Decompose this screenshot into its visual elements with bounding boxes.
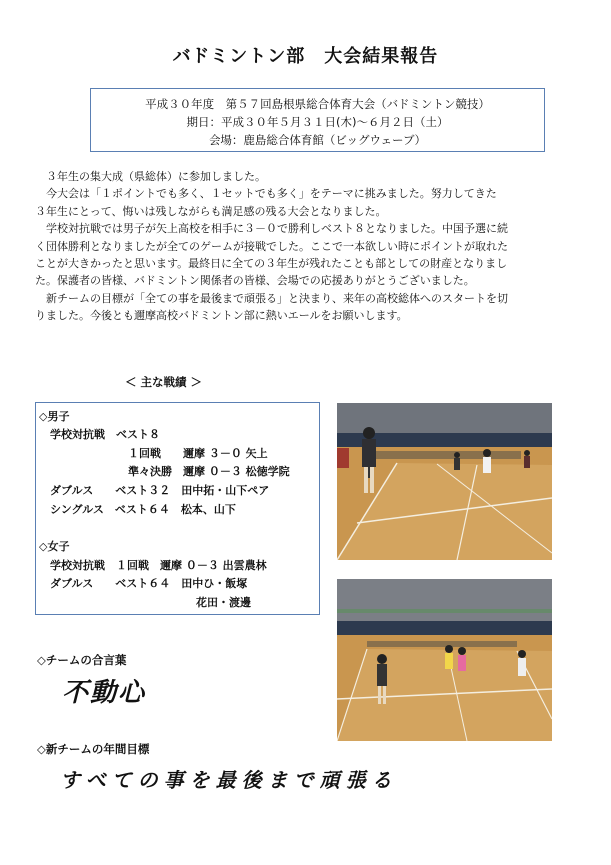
body-line: りました。今後とも邇摩高校バドミントン部に熱いエールをお願いします。 xyxy=(35,309,408,323)
body-line: 今大会は「１ポイントでも多く、１セットでも多く」をテーマに挑みました。努力してきた xyxy=(35,187,497,201)
match-photo-2 xyxy=(337,579,552,741)
boys-round1: １回戦 邇摩 ３－０ 矢上 xyxy=(128,447,268,460)
body-line: た。保護者の皆様、バドミントン関係者の皆様、会場での応援ありがとうございました。 xyxy=(35,274,475,288)
boys-singles: シングルス ベスト６４ 松本、山下 xyxy=(50,503,236,516)
event-name: 平成３０年度 第５７回島根県総合体育大会（バドミントン競技） xyxy=(145,97,490,111)
girls-team-result: 学校対抗戦 １回戦 邇摩 ０－３ 出雲農林 xyxy=(50,559,267,572)
page-title: バドミントン部 大会結果報告 xyxy=(172,46,439,67)
girls-doubles: ダブルス ベスト６４ 田中ひ・飯塚 xyxy=(50,577,248,590)
body-line: ことが大きかったと思います。最終日に全ての３年生が残れたことも部としての財産となりまし xyxy=(35,257,508,271)
match-photo-1 xyxy=(337,403,552,560)
body-line: ３年生の集大成（県総体）に参加しました。 xyxy=(35,170,266,183)
girls-doubles-pair2: 花田・渡邊 xyxy=(196,596,251,609)
event-venue: 会場：鹿島総合体育館（ビッグウェーブ） xyxy=(208,133,427,147)
event-dates: 期日：平成３０年５月３１日(木)～６月２日（土） xyxy=(186,115,449,129)
team-words-heading: ◇チームの合言葉 xyxy=(37,653,127,667)
results-box xyxy=(35,402,320,615)
report-body xyxy=(35,168,580,325)
body-line: 新チームの目標が「全ての事を最後まで頑張る」と決まり、来年の高校総体へのスタートを切 xyxy=(35,291,508,305)
boys-heading: ◇男子 xyxy=(39,410,70,423)
boys-quarterfinal: 準々決勝 邇摩 ０－３ 松徳学院 xyxy=(128,465,290,478)
annual-goal: すべての事を最後まで頑張る xyxy=(60,768,398,792)
girls-heading: ◇女子 xyxy=(39,540,70,553)
boys-team-result: 学校対抗戦 ベスト８ xyxy=(50,428,160,441)
event-info-box xyxy=(90,88,545,152)
results-heading: ＜ 主な戦績 ＞ xyxy=(125,375,203,389)
body-line: ３年生にとって、悔いは残しながらも満足感の残る大会となりました。 xyxy=(35,204,387,218)
boys-doubles: ダブルス ベスト３２ 田中拓・山下ペア xyxy=(50,484,270,497)
team-motto: 不動心 xyxy=(62,678,147,708)
annual-goal-heading: ◇新チームの年間目標 xyxy=(37,742,150,756)
body-line: く団体勝利となりましたが全てのゲームが接戦でした。ここで一本欲しい時にポイントが取れた xyxy=(35,239,508,253)
body-line: 学校対抗戦では男子が矢上高校を相手に３－０で勝利しベスト８となりました。中国予選に続 xyxy=(35,222,508,236)
